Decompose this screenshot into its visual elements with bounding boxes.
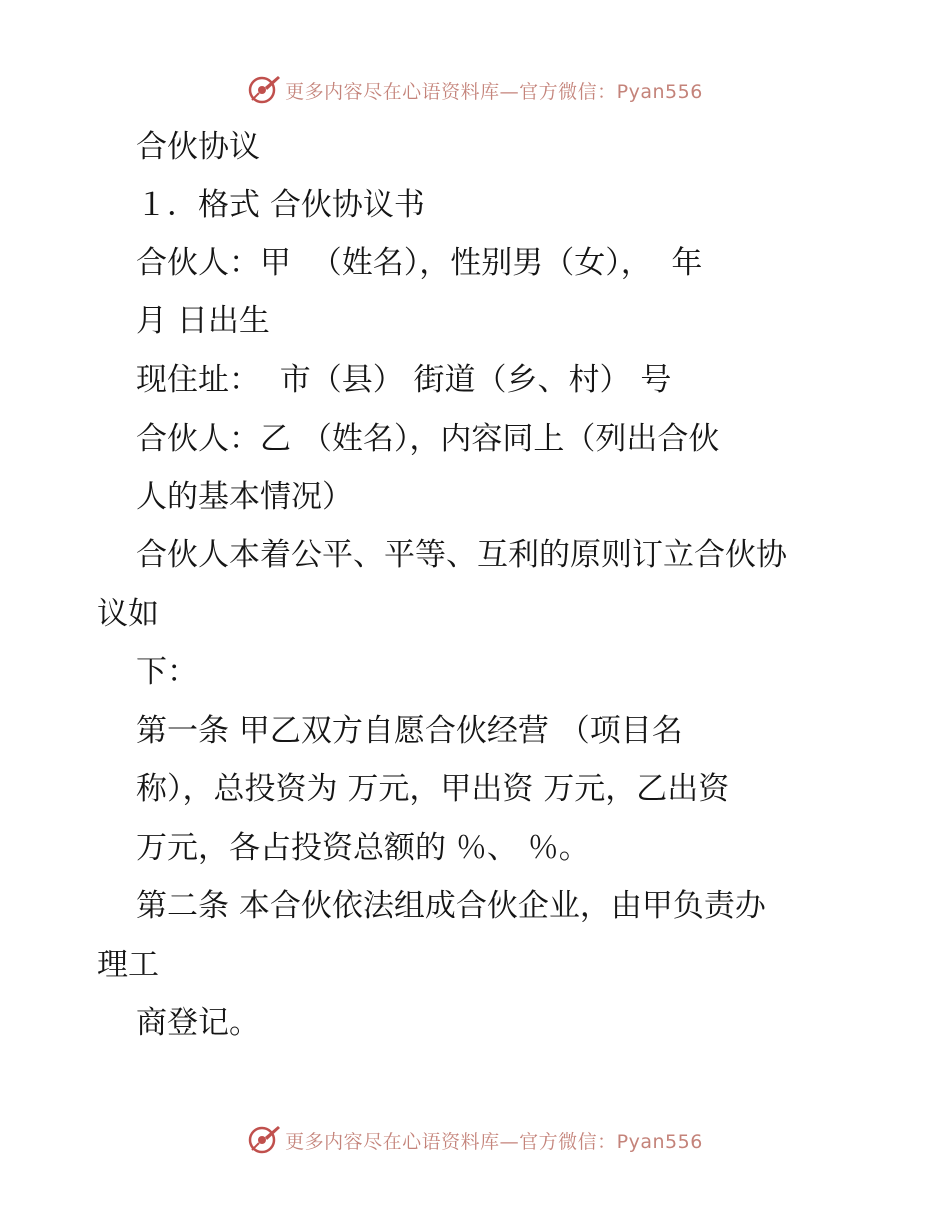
pen-logo-icon (247, 73, 281, 107)
watermark-text (285, 1127, 703, 1154)
paragraph-line: １．格式 合伙协议书 (136, 187, 425, 223)
paragraph-line: 月 日出生 (136, 303, 270, 339)
watermark-text (285, 77, 703, 104)
paragraph-line: 称），总投资为 万元，甲出资 万元，乙出资 (136, 771, 730, 807)
watermark-wechat-id: Pyan556 (616, 1130, 703, 1153)
paragraph-line: 议如 (97, 596, 159, 632)
watermark-header (0, 72, 950, 108)
document-title: 合伙协议 (136, 129, 260, 165)
paragraph-line: 现住址： 市（县） 街道（乡、村） 号 (136, 362, 672, 398)
pen-logo-icon (247, 1123, 281, 1157)
paragraph-line: 合伙人：乙 （姓名），内容同上（列出合伙 (136, 421, 720, 457)
paragraph-line: 合伙人本着公平、平等、互利的原则订立合伙协 (136, 537, 787, 573)
paragraph-line: 第二条 本合伙依法组成合伙企业，由甲负责办 (136, 888, 766, 924)
paragraph-line: 人的基本情况） (136, 479, 353, 515)
paragraph-line: 商登记。 (136, 1005, 260, 1041)
watermark-wechat-id: Pyan556 (616, 80, 703, 103)
paragraph-line: 万元，各占投资总额的 ％、 ％。 (136, 830, 590, 866)
watermark-text-cn: 更多内容尽在心语资料库—官方微信： (285, 80, 617, 103)
paragraph-line: 合伙人：甲 （姓名），性别男（女）， 年 (136, 245, 703, 281)
paragraph-line: 下： (136, 654, 198, 690)
watermark-footer (0, 1122, 950, 1158)
paragraph-line: 理工 (97, 947, 159, 983)
watermark-text-cn: 更多内容尽在心语资料库—官方微信： (285, 1130, 617, 1153)
paragraph-line: 第一条 甲乙双方自愿合伙经营 （项目名 (136, 713, 683, 749)
